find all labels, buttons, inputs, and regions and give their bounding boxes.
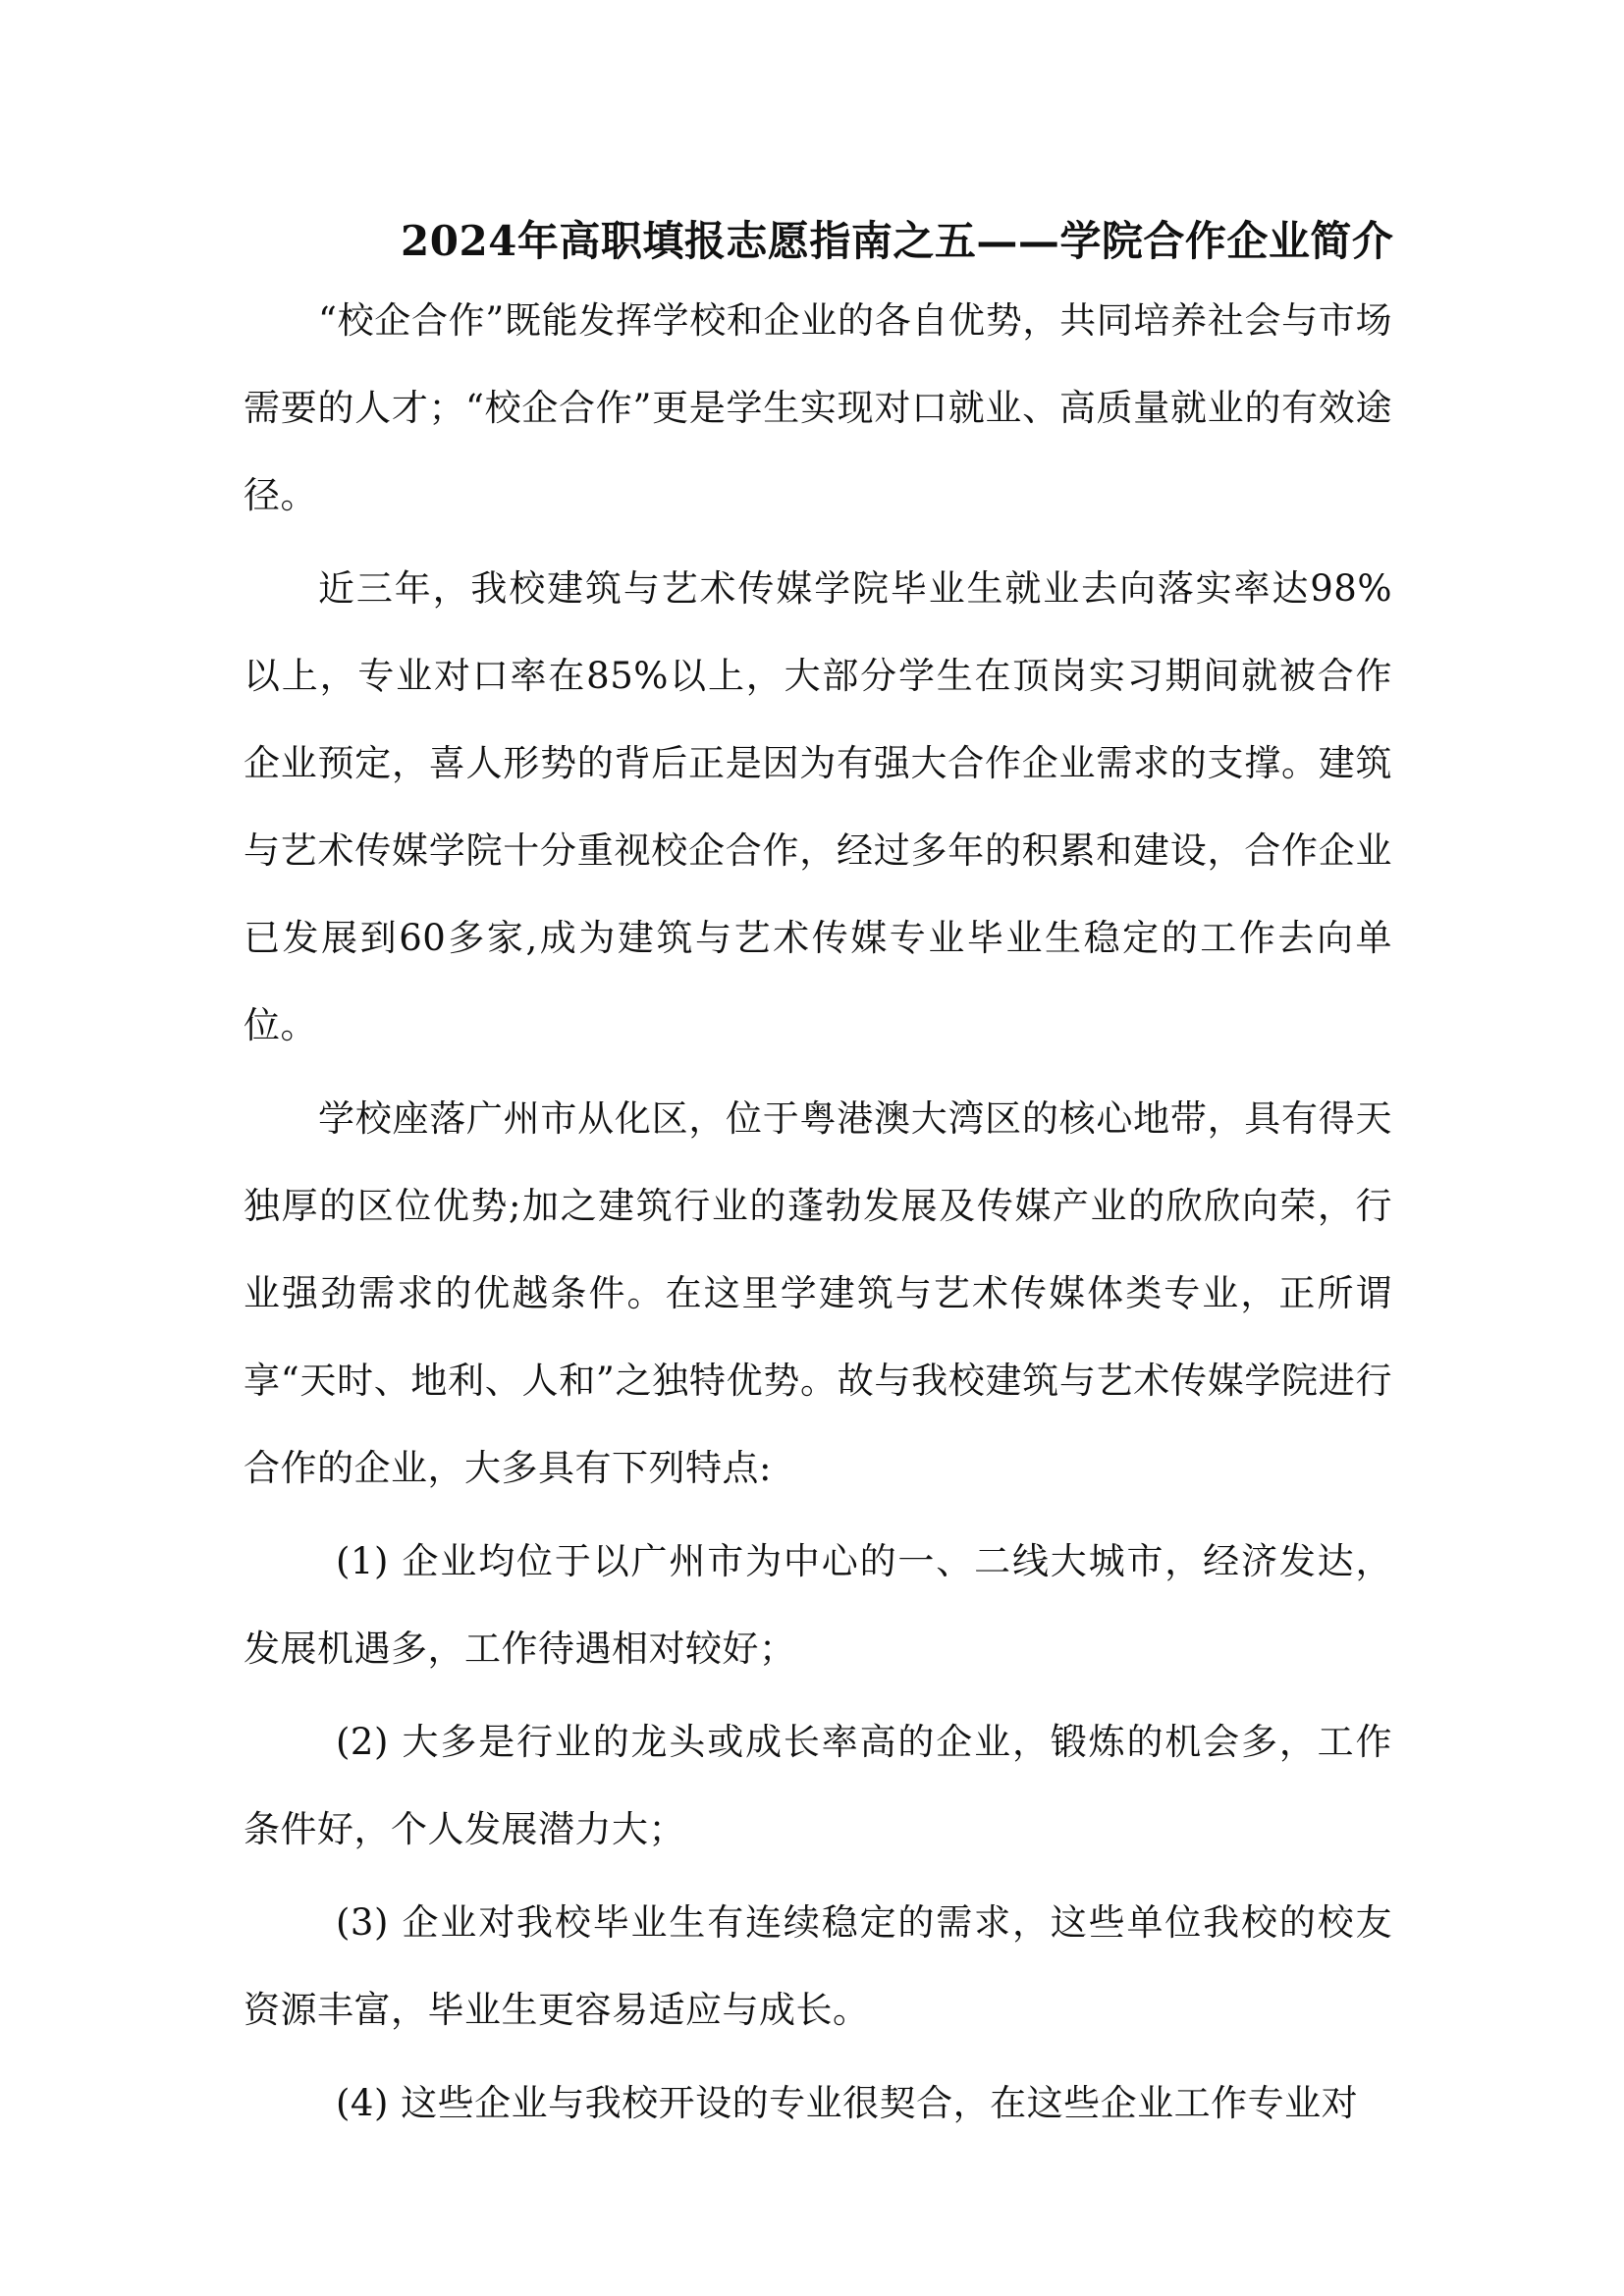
list-item-2: (2) 大多是行业的龙头或成长率高的企业，锻炼的机会多，工作条件好，个人发展潜力大； bbox=[244, 1721, 1392, 1850]
paragraph-location: 学校座落广州市从化区，位于粤港澳大湾区的核心地带，具有得天独厚的区位优势;加之建筑行业的蓬勃发展及传媒产业的欣欣向荣，行业强劲需求的优越条件。在这里学建筑与艺术传媒体类专业，正所谓享“天时、地利、人和”之独特优势。故与我校建筑与艺术传媒学院进行合作的企业，大多具有下列特点: bbox=[244, 1097, 1392, 1489]
paragraph-intro: “校企合作”既能发挥学校和企业的各自优势，共同培养社会与市场需要的人才；“校企合作”更是学生实现对口就业、高质量就业的有效途径。 bbox=[244, 299, 1392, 516]
paragraph-employment: 近三年，我校建筑与艺术传媒学院毕业生就业去向落实率达98%以上，专业对口率在85%以上，大部分学生在顶岗实习期间就被合作企业预定，喜人形势的背后正是因为有强大合作企业需求的支撑。建筑与艺术传媒学院十分重视校企合作，经过多年的积累和建设，合作企业已发展到60多家,成为建筑与艺术传媒专业毕业生稳定的工作去向单位。 bbox=[244, 567, 1392, 1046]
list-item-4: (4) 这些企业与我校开设的专业很契合，在这些企业工作专业对 bbox=[336, 2082, 1359, 2124]
list-item-3: (3) 企业对我校毕业生有连续稳定的需求，这些单位我校的校友资源丰富，毕业生更容易适应与成长。 bbox=[244, 1901, 1392, 2031]
document-page bbox=[244, 206, 1392, 2153]
title-block bbox=[244, 206, 1392, 277]
document-title: 2024年高职填报志愿指南之五——学院合作企业简介 bbox=[401, 217, 1394, 265]
list-item-1: (1) 企业均位于以广州市为中心的一、二线大城市，经济发达，发展机遇多，工作待遇相对较好； bbox=[244, 1540, 1392, 1670]
